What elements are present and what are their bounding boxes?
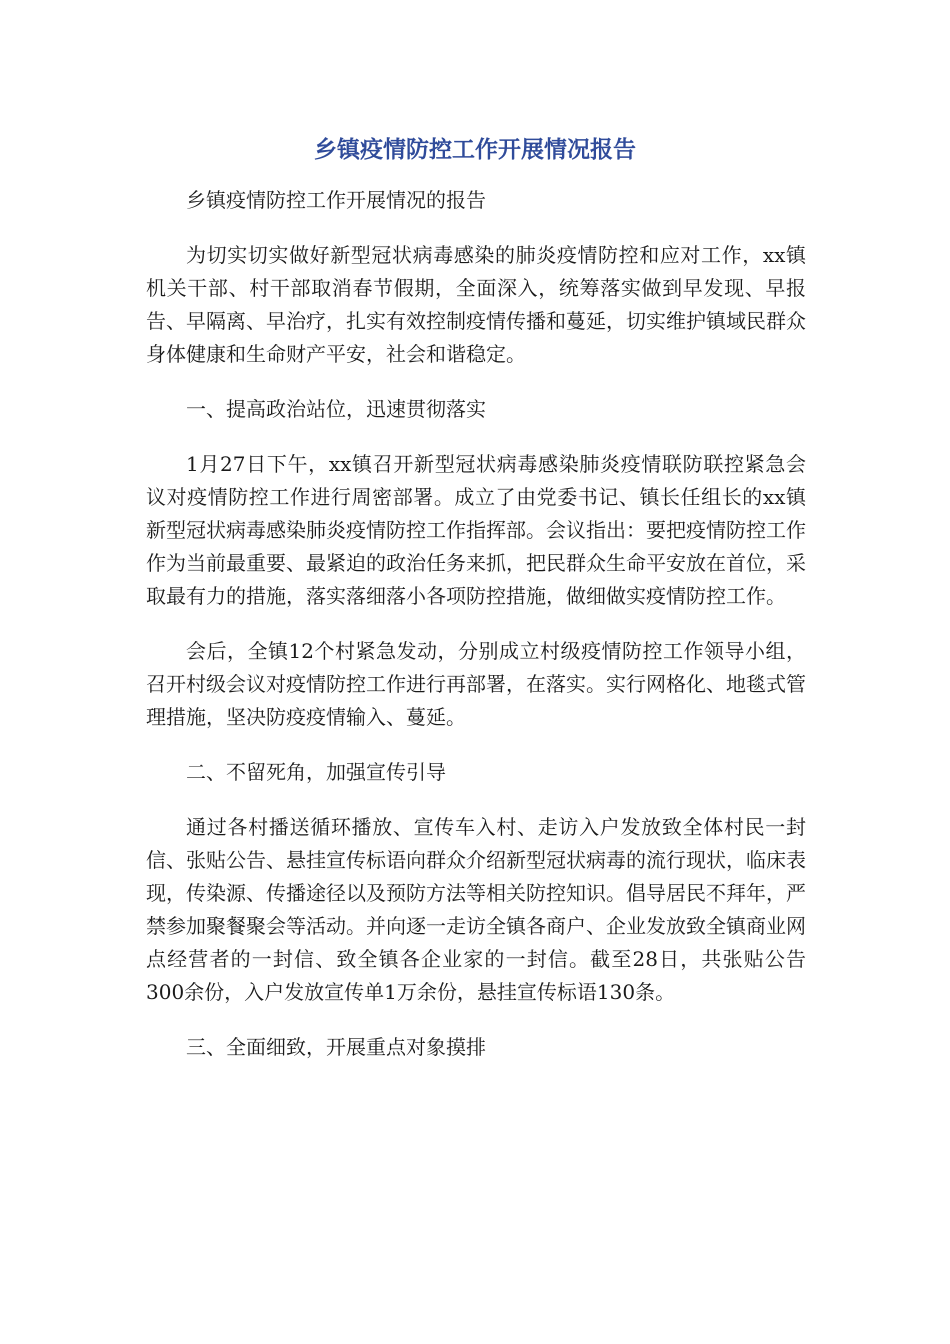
intro-paragraph: 为切实切实做好新型冠状病毒感染的肺炎疫情防控和应对工作，xx镇机关干部、村干部取消春节假期，全面深入，统筹落实做到早发现、早报告、早隔离、早治疗，扎实有效控制疫情传播和蔓延，切实维护镇域民群众身体健康和生命财产平安，社会和谐稳定。 <box>146 243 806 366</box>
section-1-paragraph-2: 会后，全镇12个村紧急发动，分别成立村级疫情防控工作领导小组，召开村级会议对疫情防控工作进行再部署，在落实。实行网格化、地毯式管理措施，坚决防疫疫情输入、蔓延。 <box>146 639 806 729</box>
section-2-paragraph-1: 通过各村播送循环播放、宣传车入村、走访入户发放致全体村民一封信、张贴公告、悬挂宣传标语向群众介绍新型冠状病毒的流行现状，临床表现，传染源、传播途径以及预防方法等相关防控知识。倡导居民不拜年，严禁参加聚餐聚会等活动。并向逐一走访全镇各商户、企业发放致全镇商业网点经营者的一封信、致全镇各企业家的一封信。截至28日，共张贴公告300余份，入户发放宣传单1万余份，悬挂宣传标语130条。 <box>146 815 806 1004</box>
section-2-heading: 二、不留死角，加强宣传引导 <box>186 760 446 784</box>
document-title: 乡镇疫情防控工作开展情况报告 <box>314 137 636 163</box>
section-1-heading: 一、提高政治站位，迅速贯彻落实 <box>186 397 486 421</box>
document-subtitle: 乡镇疫情防控工作开展情况的报告 <box>186 188 486 212</box>
section-3-heading: 三、全面细致，开展重点对象摸排 <box>186 1035 486 1059</box>
section-1-paragraph-1: 1月27日下午，xx镇召开新型冠状病毒感染肺炎疫情联防联控紧急会议对疫情防控工作进行周密部署。成立了由党委书记、镇长任组长的xx镇新型冠状病毒感染肺炎疫情防控工作指挥部。会议指出：要把疫情防控工作作为当前最重要、最紧迫的政治任务来抓，把民群众生命平安放在首位，采取最有力的措施，落实落细落小各项防控措施，做细做实疫情防控工作。 <box>146 452 806 608</box>
document-body <box>146 184 806 1086</box>
